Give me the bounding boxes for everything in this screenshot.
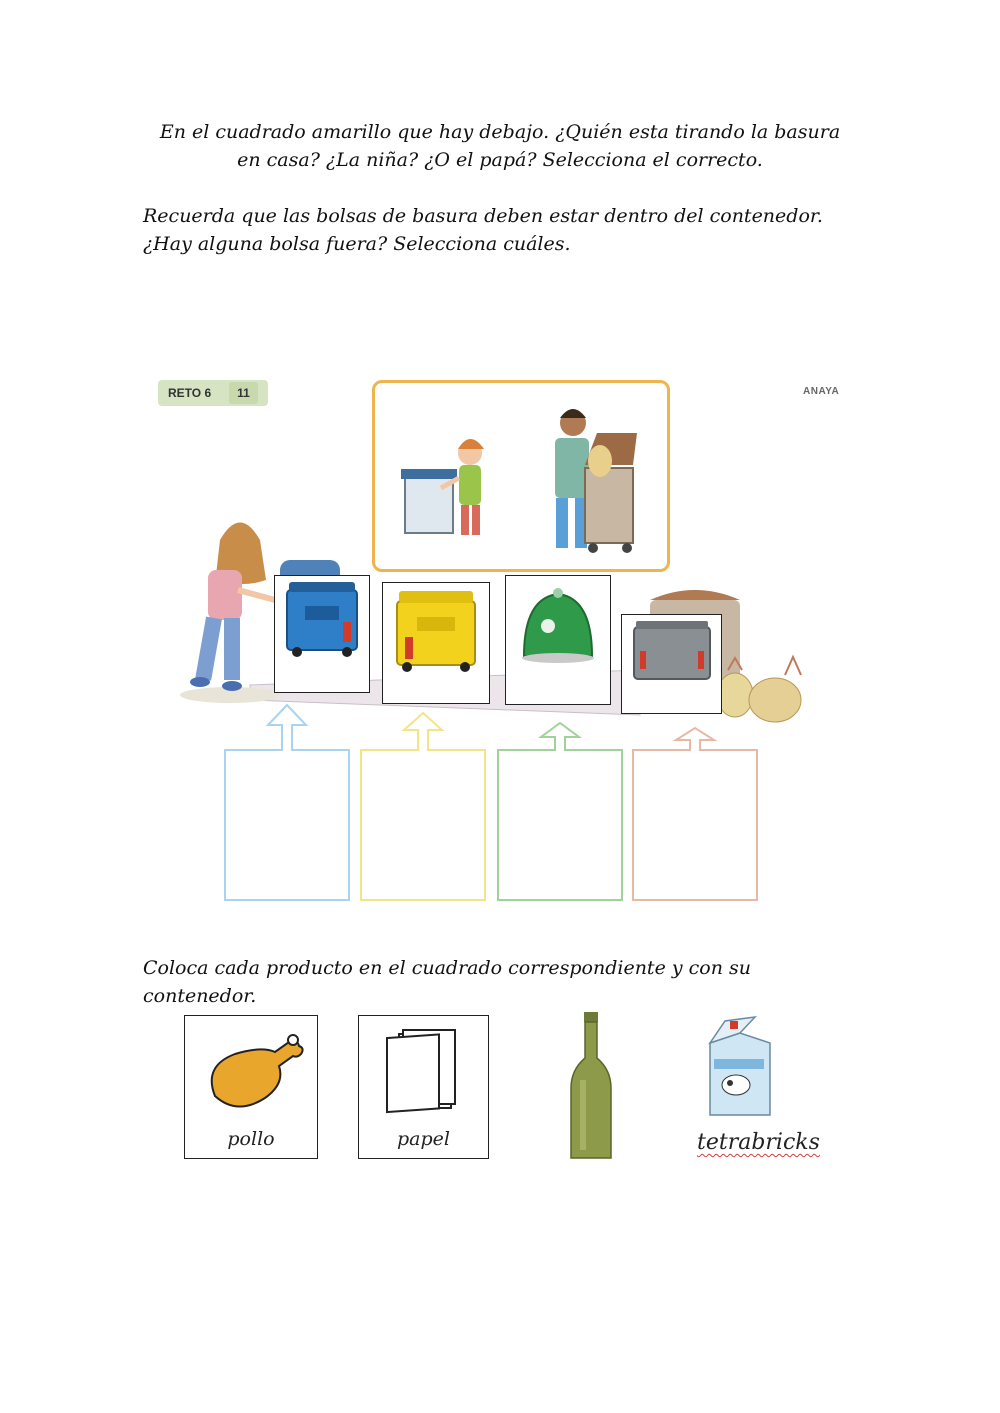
yellow-drop-box[interactable] — [356, 705, 490, 905]
bag-outside-2[interactable] — [749, 657, 801, 722]
reto-label: RETO 6 — [168, 386, 212, 400]
green-container-icon — [506, 576, 610, 704]
yellow-container-icon — [383, 583, 489, 703]
publisher-logo: ANAYA — [803, 386, 840, 397]
product-tetrabrick[interactable] — [700, 1015, 780, 1123]
green-drop-box[interactable] — [493, 715, 627, 905]
grey-container-icon — [622, 615, 721, 713]
yellow-container-card[interactable] — [382, 582, 490, 704]
product-papel[interactable] — [358, 1015, 489, 1159]
glass-bottle-icon — [540, 1010, 640, 1162]
girl-pushing-figure — [190, 523, 275, 692]
grey-drop-box[interactable] — [628, 720, 762, 905]
green-container-card[interactable] — [505, 575, 611, 705]
blue-container-card[interactable] — [274, 575, 370, 693]
product-botella[interactable] — [540, 1010, 640, 1162]
product-label-tetrabricks: tetrabricks — [697, 1130, 820, 1155]
blue-container-icon — [275, 576, 369, 692]
grey-container-card[interactable] — [621, 614, 722, 714]
instruction-sorting-task: Coloca cada producto en el cuadrado correspondiente y con su contenedor. — [143, 957, 751, 1007]
product-label-pollo: pollo — [227, 1128, 275, 1150]
street-scene-illustration — [170, 500, 820, 730]
milk-carton-icon — [700, 1015, 780, 1123]
blue-drop-box[interactable] — [220, 700, 354, 905]
reto-number: 11 — [229, 382, 258, 404]
instruction-home-question: En el cuadrado amarillo que hay debajo. ¿Quién esta tirando la basura en casa? ¿La niña? ¿O el papá? Selecciona el correcto. — [159, 121, 841, 171]
product-pollo[interactable] — [184, 1015, 318, 1159]
chicken-leg-icon — [185, 1016, 317, 1126]
paper-stack-icon — [359, 1016, 488, 1126]
instruction-bags-question: Recuerda que las bolsas de basura deben estar dentro del contenedor. ¿Hay alguna bolsa fuera? Selecciona cuáles. — [143, 205, 823, 255]
product-label-papel: papel — [397, 1128, 450, 1150]
reto-badge — [158, 380, 268, 406]
